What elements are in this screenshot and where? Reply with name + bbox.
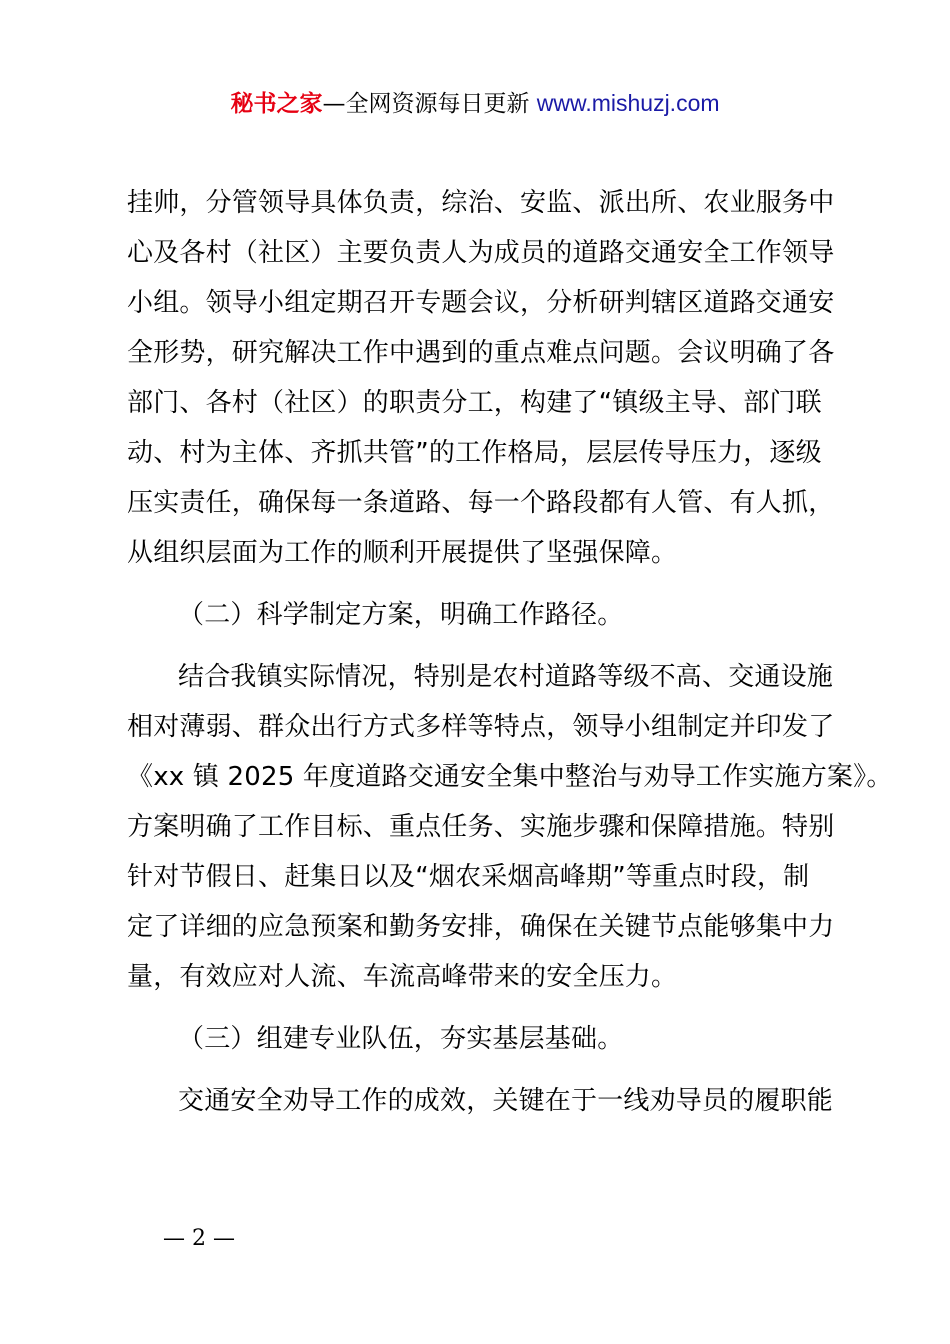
- text-line: 全形势，研究解决工作中遇到的重点难点问题。会议明确了各: [127, 338, 835, 368]
- page-number: — 2 —: [163, 1226, 235, 1251]
- section-heading: （三）组建专业队伍，夯实基层基础。: [178, 1024, 624, 1054]
- text-line: 心及各村（社区）主要负责人为成员的道路交通安全工作领导: [127, 238, 835, 268]
- text-line: 方案明确了工作目标、重点任务、实施步骤和保障措施。特别: [127, 812, 835, 842]
- brand-name: 秘书之家: [230, 91, 323, 117]
- site-url-link[interactable]: www.mishuzj.com: [536, 90, 720, 116]
- section-heading: （二）科学制定方案，明确工作路径。: [178, 600, 624, 630]
- text-line: 部门、各村（社区）的职责分工，构建了“镇级主导、部门联: [127, 388, 822, 418]
- text-line: 小组。领导小组定期召开专题会议，分析研判辖区道路交通安: [127, 288, 835, 318]
- text-line: 交通安全劝导工作的成效，关键在于一线劝导员的履职能: [178, 1086, 834, 1116]
- site-header: [0, 86, 950, 121]
- text-line: 定了详细的应急预案和勤务安排，确保在关键节点能够集中力: [127, 912, 835, 942]
- text-line: 挂帅，分管领导具体负责，综治、安监、派出所、农业服务中: [127, 188, 835, 218]
- text-line: 结合我镇实际情况，特别是农村道路等级不高、交通设施: [178, 662, 834, 692]
- text-line: 针对节假日、赶集日以及“烟农采烟高峰期”等重点时段，制: [127, 862, 810, 892]
- text-line: 从组织层面为工作的顺利开展提供了坚强保障。: [127, 538, 678, 568]
- site-slogan: —全网资源每日更新: [322, 91, 537, 117]
- text-line: 量，有效应对人流、车流高峰带来的安全压力。: [127, 962, 678, 992]
- text-line: 压实责任，确保每一条道路、每一个路段都有人管、有人抓，: [127, 488, 835, 518]
- text-line: 《xx 镇 2025 年度道路交通安全集中整治与劝导工作实施方案》。: [127, 762, 893, 792]
- text-line: 动、村为主体、齐抓共管”的工作格局，层层传导压力，逐级: [127, 438, 822, 468]
- text-line: 相对薄弱、群众出行方式多样等特点，领导小组制定并印发了: [127, 712, 835, 742]
